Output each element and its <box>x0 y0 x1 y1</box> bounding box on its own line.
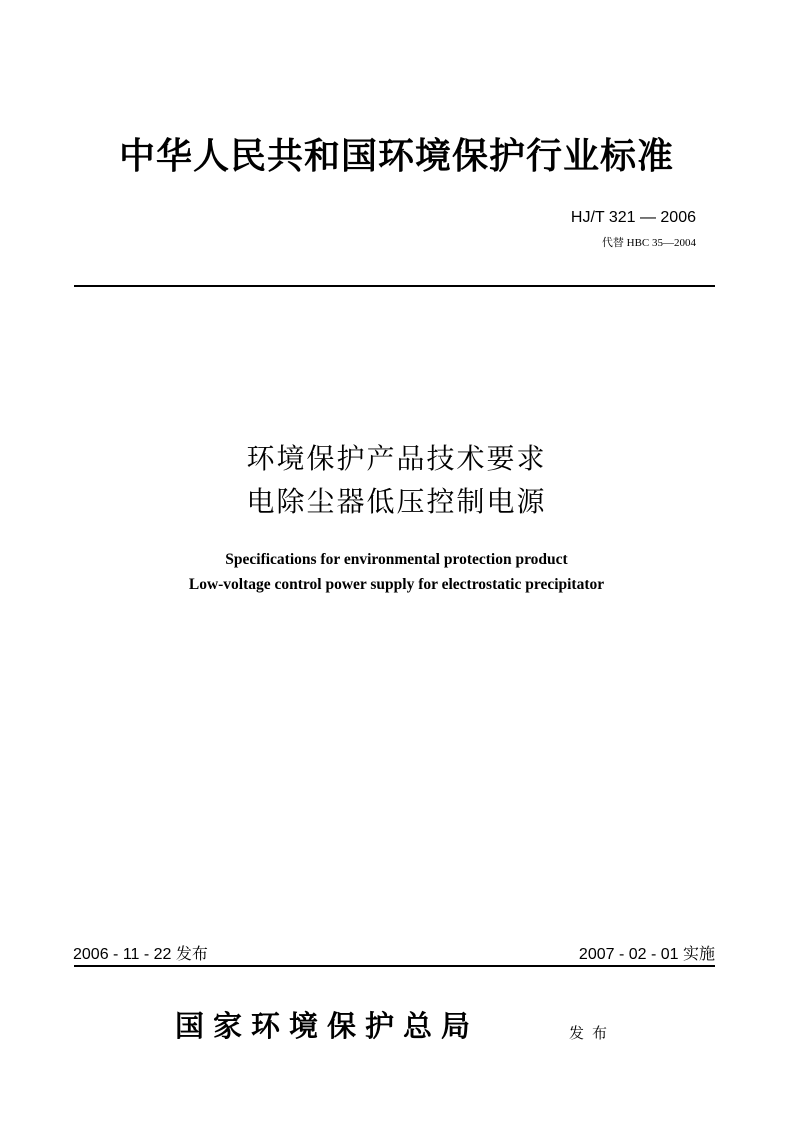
issue-word: 发布 <box>569 1024 616 1042</box>
english-title-line-2: Low-voltage control power supply for electrostatic precipitator <box>188 576 605 593</box>
replaces-note: 代替 HBC 35—2004 <box>601 237 696 249</box>
effective-date: 2007 - 02 - 01 实施 <box>578 946 715 963</box>
english-title-line-1: Specifications for environmental protection product <box>225 551 568 568</box>
issuing-authority: 国家环境保护总局 <box>175 1009 480 1043</box>
standard-title: 中华人民共和国环境保护行业标准 <box>118 135 674 177</box>
chinese-title-line-1: 环境保护产品技术要求 <box>246 442 547 475</box>
issue-date: 2006 - 11 - 22 发布 <box>73 946 208 963</box>
footer-divider <box>74 965 715 967</box>
chinese-title-line-2: 电除尘器低压控制电源 <box>246 485 547 518</box>
header-divider <box>74 285 715 287</box>
standard-code: HJ/T 321 — 2006 <box>570 209 696 226</box>
